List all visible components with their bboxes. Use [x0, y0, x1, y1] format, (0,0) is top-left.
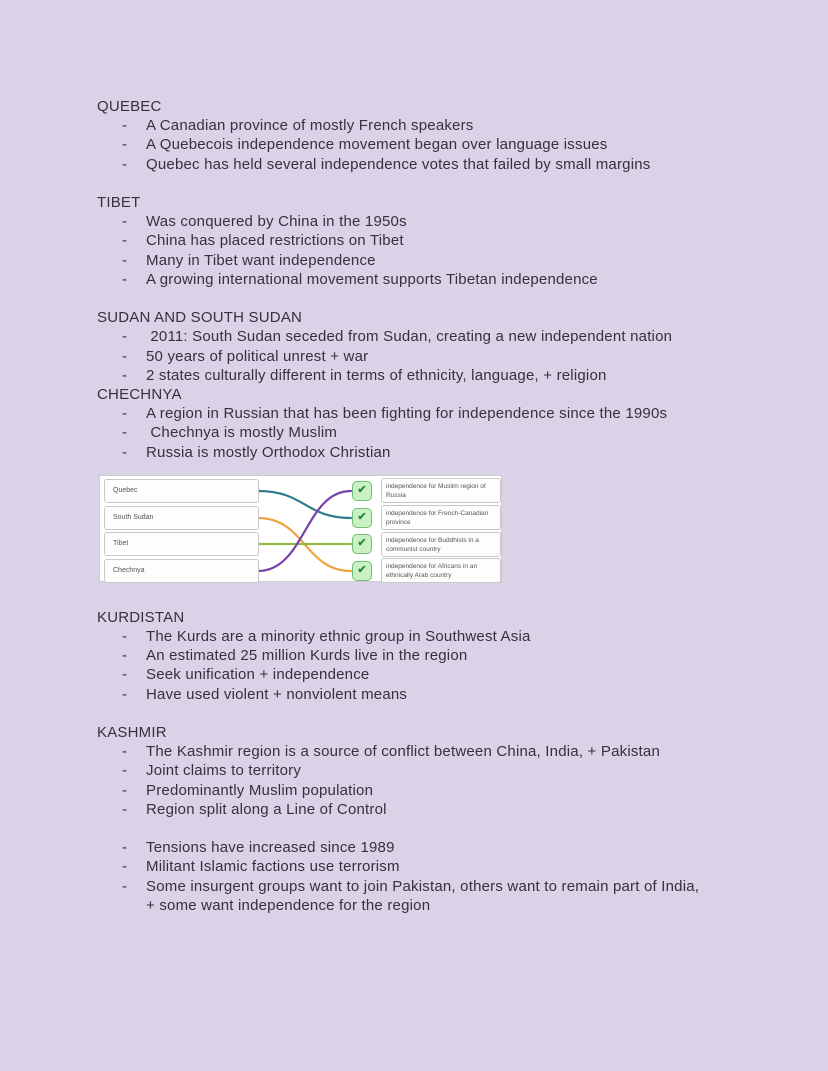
bullet-dash: -: [122, 443, 128, 461]
bullet-text: Quebec has held several independence votes that failed by small margins: [146, 155, 651, 173]
bullet-spacer: [97, 819, 788, 838]
sections-before-image: [97, 97, 788, 462]
bullet-text: Have used violent + nonviolent means: [146, 685, 408, 703]
bullet-item: [97, 155, 788, 174]
bullet-text: 50 years of political unrest + war: [146, 347, 369, 365]
bullet-item: [97, 347, 788, 366]
match-right-item: independence for French-Canadian province: [381, 505, 501, 530]
bullet-dash: -: [122, 647, 128, 665]
section-heading: CHECHNYA: [97, 386, 182, 404]
bullet-item: [97, 685, 788, 704]
bullet-text: Joint claims to territory: [146, 762, 302, 780]
bullet-item: [97, 404, 788, 423]
bullet-dash: -: [122, 232, 128, 250]
bullet-item: [97, 857, 788, 876]
bullet-item: [97, 270, 788, 289]
bullet-dash: -: [122, 800, 128, 818]
bullet-text: Tensions have increased since 1989: [146, 839, 395, 857]
bullet-item: [97, 212, 788, 231]
section-heading: QUEBEC: [97, 98, 162, 115]
section-kurdistan: [97, 608, 788, 704]
match-right-item: independence for Africans in an ethnically Arab country: [381, 558, 501, 583]
bullet-text: A growing international movement supports Tibetan independence: [146, 270, 598, 288]
bullet-text: The Kurds are a minority ethnic group in Southwest Asia: [146, 628, 531, 646]
bullet-dash: -: [122, 781, 128, 799]
section-heading: KURDISTAN: [97, 608, 185, 626]
bullet-text: 2 states culturally different in terms of ethnicity, language, + religion: [146, 366, 607, 384]
checkmark-icon: ✔: [352, 508, 372, 528]
bullet-text: Some insurgent groups want to join Pakistan, others want to remain part of India, + some want independence for the region: [146, 877, 704, 914]
bullet-dash: -: [122, 405, 128, 423]
match-right-item: independence for Buddhists in a communist country: [381, 532, 501, 557]
section-heading: SUDAN AND SOUTH SUDAN: [97, 309, 303, 327]
bullet-dash: -: [122, 213, 128, 231]
bullet-item: [97, 116, 788, 135]
bullet-text: Russia is mostly Orthodox Christian: [146, 443, 391, 461]
bullet-text: Chechnya is mostly Muslim: [146, 424, 338, 442]
matching-exercise-image[interactable]: [99, 475, 502, 582]
bullet-item: [97, 800, 788, 819]
bullet-dash: -: [122, 136, 128, 154]
bullet-item: [97, 443, 788, 462]
bullet-item: [97, 646, 788, 665]
bullet-dash: -: [122, 155, 128, 173]
bullet-item: [97, 231, 788, 250]
bullet-text: Region split along a Line of Control: [146, 800, 387, 818]
bullet-dash: -: [122, 251, 128, 269]
bullet-dash: -: [122, 270, 128, 288]
bullet-item: [97, 838, 788, 857]
bullet-item: [97, 627, 788, 646]
bullet-text: A region in Russian that has been fighting for independence since the 1990s: [146, 405, 668, 423]
section-heading: KASHMIR: [97, 724, 167, 742]
bullet-dash: -: [122, 117, 128, 135]
sections-after-image: [97, 608, 788, 915]
section-heading: TIBET: [97, 194, 141, 211]
match-right-item: independence for Muslim region of Russia: [381, 478, 501, 503]
bullet-text: Militant Islamic factions use terrorism: [146, 858, 400, 876]
bullet-text: An estimated 25 million Kurds live in the region: [146, 647, 468, 665]
bullet-item: [97, 366, 788, 385]
bullet-dash: -: [122, 743, 128, 761]
bullet-item: [97, 665, 788, 684]
section-kashmir: [97, 723, 788, 915]
bullet-dash: -: [122, 685, 128, 703]
bullet-item: [97, 327, 788, 346]
bullet-dash: -: [122, 366, 128, 384]
checkmark-icon: ✔: [352, 561, 372, 581]
bullet-text: Predominantly Muslim population: [146, 781, 374, 799]
bullet-dash: -: [122, 424, 128, 442]
bullet-item: [97, 251, 788, 270]
bullet-text: A Canadian province of mostly French speakers: [146, 117, 474, 135]
bullet-text: Seek unification + independence: [146, 666, 370, 684]
section-sudan-and-south-sudan: [97, 308, 788, 385]
bullet-dash: -: [122, 666, 128, 684]
bullet-item: [97, 877, 788, 915]
bullet-dash: -: [122, 877, 128, 895]
section-tibet: [97, 193, 788, 289]
checkmark-icon: ✔: [352, 534, 372, 554]
bullet-dash: -: [122, 628, 128, 646]
bullet-item: [97, 423, 788, 442]
match-left-item: Tibet: [104, 532, 259, 556]
bullet-text: China has placed restrictions on Tibet: [146, 232, 404, 250]
bullet-text: Many in Tibet want independence: [146, 251, 376, 269]
match-left-item: Quebec: [104, 479, 259, 503]
bullet-dash: -: [122, 347, 128, 365]
bullet-dash: -: [122, 839, 128, 857]
connection-line: [258, 491, 351, 571]
bullet-text: Was conquered by China in the 1950s: [146, 213, 407, 231]
bullet-item: [97, 761, 788, 780]
bullet-text: The Kashmir region is a source of conflict between China, India, + Pakistan: [146, 743, 661, 761]
bullet-text: A Quebecois independence movement began over language issues: [146, 136, 608, 154]
bullet-dash: -: [122, 858, 128, 876]
bullet-item: [97, 742, 788, 761]
match-left-item: South Sudan: [104, 506, 259, 530]
match-left-item: Chechnya: [104, 559, 259, 583]
bullet-item: [97, 135, 788, 154]
bullet-dash: -: [122, 328, 128, 346]
section-quebec: [97, 97, 788, 174]
checkmark-icon: ✔: [352, 481, 372, 501]
section-chechnya: [97, 385, 788, 462]
bullet-dash: -: [122, 762, 128, 780]
bullet-text: 2011: South Sudan seceded from Sudan, creating a new independent nation: [146, 328, 673, 346]
bullet-item: [97, 781, 788, 800]
